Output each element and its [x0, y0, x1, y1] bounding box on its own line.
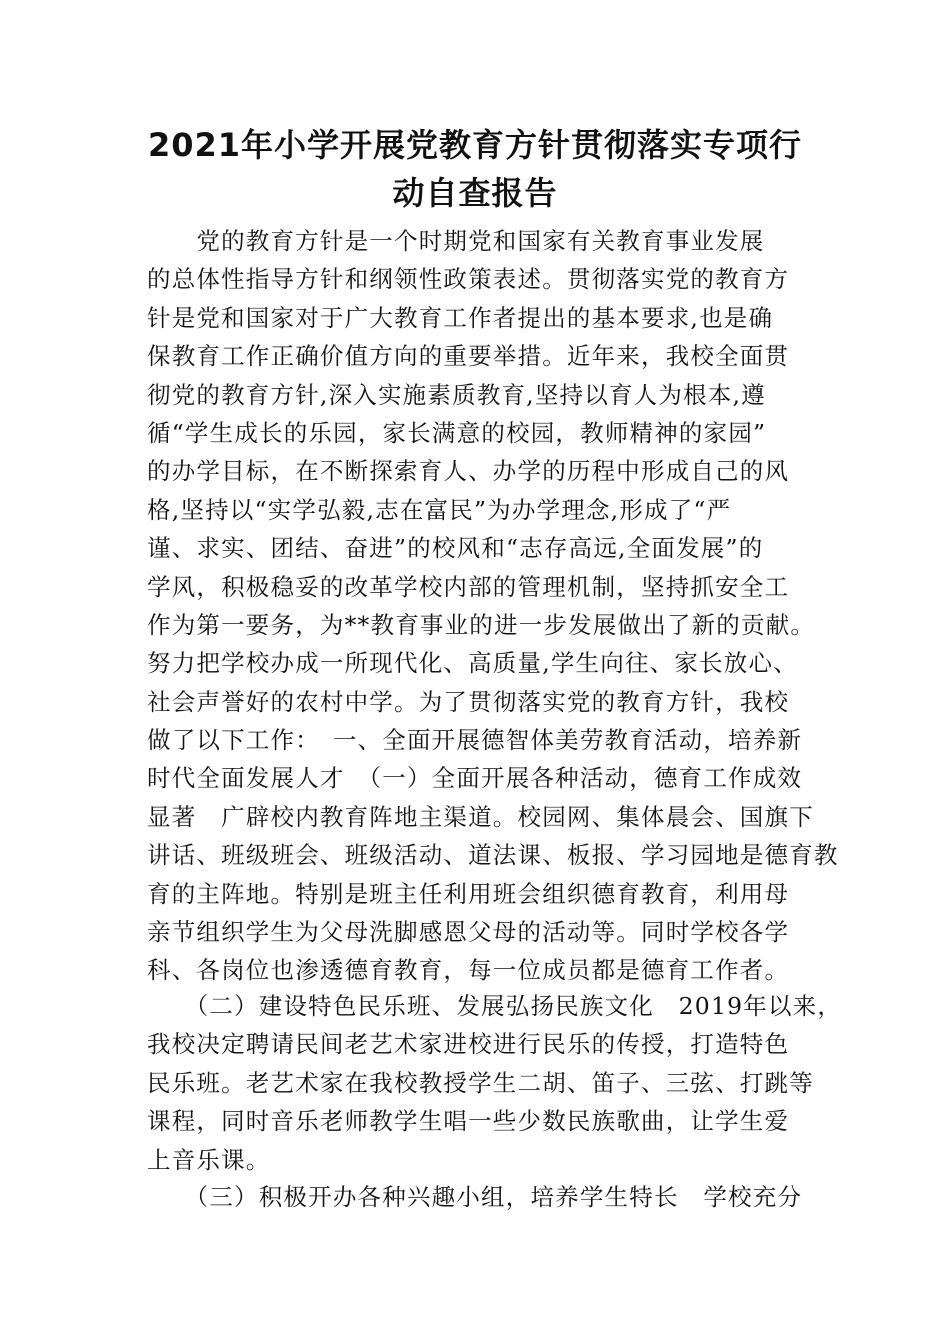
- text-line: 党的教育方针是一个时期党和国家有关教育事业发展: [147, 227, 765, 255]
- text-line: 科、各岗位也渗透德育教育，每一位成员都是德育工作者。: [147, 956, 790, 985]
- text-line: 社会声誉好的农村中学。为了贯彻落实党的教育方针，我校: [147, 687, 790, 716]
- text-line: 循“学生成长的乐园，家长满意的校园，教师精神的家园”: [147, 418, 767, 447]
- paragraph-section-two: [147, 987, 843, 1179]
- text-line: 做了以下工作： 一、全面开展德智体美劳教育活动，培养新: [147, 726, 803, 755]
- text-line: 作为第一要务，为**教育事业的进一步发展做出了新的贡献。: [147, 610, 816, 639]
- paragraph-intro: [147, 222, 839, 990]
- text-line: 时代全面发展人才 （一）全面开展各种活动，德育工作成效: [147, 764, 803, 793]
- text-line: （三）积极开办各种兴趣小组，培养学生特长 学校充分: [147, 1183, 803, 1211]
- text-line: 育的主阵地。特别是班主任利用班会组织德育教育，利用母: [147, 879, 790, 908]
- text-line: 的总体性指导方针和纲领性政策表述。贯彻落实党的教育方: [147, 265, 790, 294]
- text-line: 我校决定聘请民间老艺术家进校进行民乐的传授，打造特色: [147, 1030, 790, 1059]
- text-line: 显著 广辟校内教育阵地主渠道。校园网、集体晨会、国旗下: [147, 802, 814, 831]
- text-line: （二）建设特色民乐班、发展弘扬民族文化 2019年以来，: [147, 992, 843, 1020]
- text-line: 努力把学校办成一所现代化、高质量,学生向往、家长放心、: [147, 649, 798, 678]
- text-line: 讲话、班级班会、班级活动、道法课、板报、学习园地是德育教: [147, 841, 839, 870]
- document-title-line-1: 2021年小学开展党教育方针贯彻落实专项行: [147, 126, 803, 164]
- document-title-line-2: 动自查报告: [392, 174, 558, 212]
- text-line: 学风，积极稳妥的改革学校内部的管理机制，坚持抓安全工: [147, 572, 790, 601]
- text-line: 民乐班。老艺术家在我校教授学生二胡、笛子、三弦、打跳等: [147, 1068, 814, 1097]
- text-line: 格,坚持以“实学弘毅,志在富民”为办学理念,形成了“严: [147, 495, 732, 524]
- text-line: 上音乐课。: [147, 1145, 271, 1174]
- text-line: 彻党的教育方针,深入实施素质教育,坚持以育人为根本,遵: [147, 380, 766, 409]
- text-line: 谨、求实、团结、奋进”的校风和“志存高远,全面发展”的: [147, 534, 764, 563]
- text-line: 针是党和国家对于广大教育工作者提出的基本要求,也是确: [147, 303, 774, 332]
- text-line: 的办学目标，在不断探索育人、办学的历程中形成自己的风: [147, 457, 790, 486]
- text-line: 亲节组织学生为父母洗脚感恩父母的活动等。同时学校各学: [147, 918, 790, 947]
- text-line: 保教育工作正确价值方向的重要举措。近年来，我校全面贯: [147, 342, 790, 371]
- paragraph-section-three: [147, 1178, 827, 1216]
- text-line: 课程，同时音乐老师教学生唱一些少数民族歌曲，让学生爱: [147, 1107, 790, 1136]
